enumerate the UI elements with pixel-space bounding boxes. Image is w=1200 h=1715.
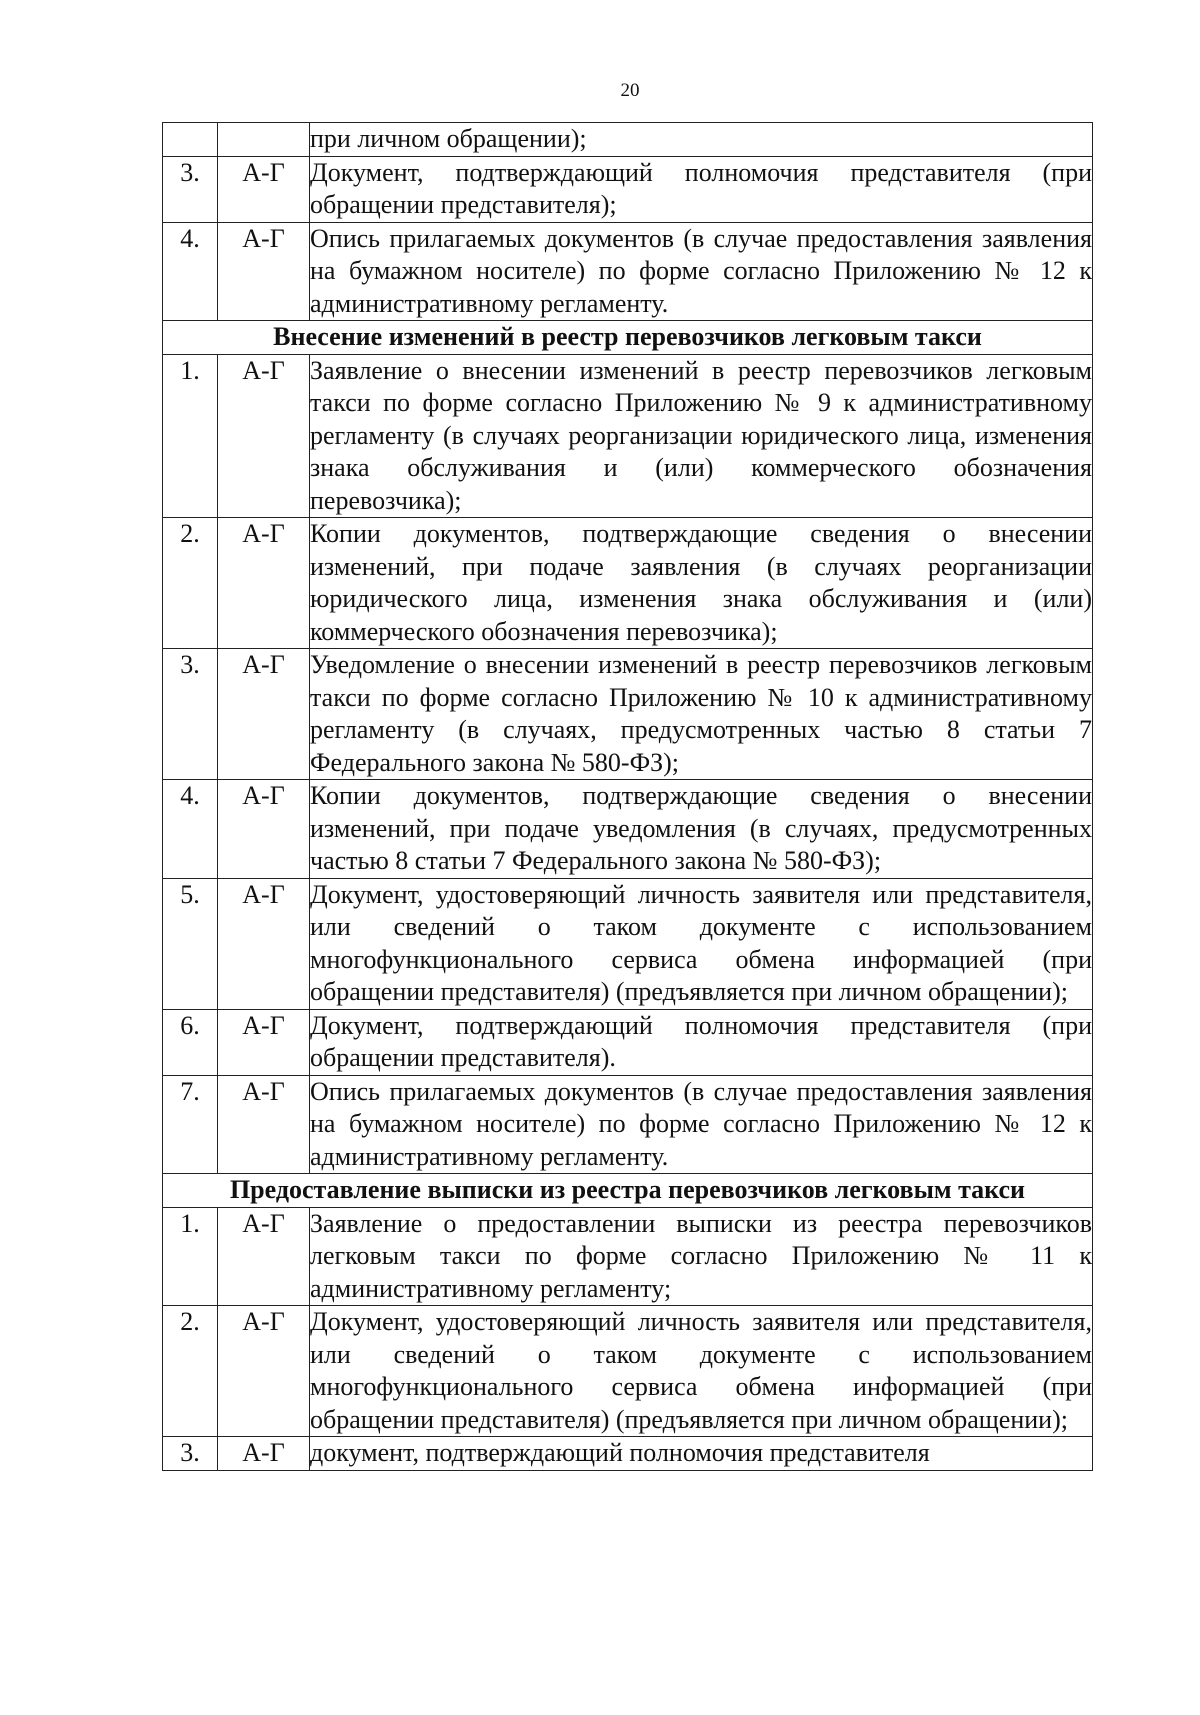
row-code: А-Г [218,649,310,780]
row-text: Заявление о внесении изменений в реестр перевозчиков легковым такси по форме согласно Приложению № 9 к административному регламенту (в случаях реорганизации юридического лица, изменения знака обслуживания и (или) коммерческого обозначения перевозчика); [310,354,1093,518]
table-row [163,1437,1093,1471]
row-code: А-Г [218,780,310,879]
table-row [163,878,1093,1009]
table-row [163,123,1093,157]
row-text: Заявление о предоставлении выписки из реестра перевозчиков легковым такси по форме согласно Приложению № 11 к административному регламенту; [310,1207,1093,1306]
row-number: 2. [163,518,218,649]
row-code: А-Г [218,878,310,1009]
row-text: Копии документов, подтверждающие сведения о внесении изменений, при подаче уведомления (в случаях, предусмотренных частью 8 статьи 7 Федерального закона № 580-ФЗ); [310,780,1093,879]
row-text: документ, подтверждающий полномочия представителя [310,1437,1093,1471]
table-row [163,1207,1093,1306]
documents-table [162,122,1093,1471]
row-code: А-Г [218,1306,310,1437]
row-number: 7. [163,1075,218,1174]
row-number: 3. [163,649,218,780]
section-heading: Предоставление выписки из реестра перевозчиков легковым такси [163,1174,1093,1208]
section-heading: Внесение изменений в реестр перевозчиков легковым такси [163,321,1093,355]
table-row [163,156,1093,222]
table-row [163,649,1093,780]
table-row [163,1075,1093,1174]
table-row [163,518,1093,649]
table-row [163,1009,1093,1075]
table-row [163,780,1093,879]
table-row [163,1306,1093,1437]
row-text: Документ, подтверждающий полномочия представителя (при обращении представителя). [310,1009,1093,1075]
row-text: при личном обращении); [310,123,1093,157]
row-code: А-Г [218,1437,310,1471]
row-text: Документ, удостоверяющий личность заявителя или представителя, или сведений о таком документе с использованием многофункционального сервиса обмена информацией (при обращении представителя) (предъявляется при личном обращении); [310,1306,1093,1437]
row-number: 1. [163,1207,218,1306]
row-number: 5. [163,878,218,1009]
table-row [163,354,1093,518]
documents-table-body [163,123,1093,1471]
row-code: А-Г [218,518,310,649]
row-text: Копии документов, подтверждающие сведения о внесении изменений, при подаче заявления (в случаях реорганизации юридического лица, изменения знака обслуживания и (или) коммерческого обозначения перевозчика); [310,518,1093,649]
row-number: 3. [163,156,218,222]
row-code: А-Г [218,1207,310,1306]
row-code: А-Г [218,156,310,222]
row-number: 4. [163,222,218,321]
row-number [163,123,218,157]
row-code: А-Г [218,1075,310,1174]
row-text: Документ, подтверждающий полномочия представителя (при обращении представителя); [310,156,1093,222]
row-text: Документ, удостоверяющий личность заявителя или представителя, или сведений о таком документе с использованием многофункционального сервиса обмена информацией (при обращении представителя) (предъявляется при личном обращении); [310,878,1093,1009]
row-number: 2. [163,1306,218,1437]
row-code: А-Г [218,354,310,518]
row-code [218,123,310,157]
row-text: Уведомление о внесении изменений в реестр перевозчиков легковым такси по форме согласно Приложению № 10 к административному регламенту (в случаях, предусмотренных частью 8 статьи 7 Федерального закона № 580-ФЗ); [310,649,1093,780]
row-number: 3. [163,1437,218,1471]
row-text: Опись прилагаемых документов (в случае предоставления заявления на бумажном носителе) по форме согласно Приложению № 12 к административному регламенту. [310,222,1093,321]
section-heading-row [163,321,1093,355]
row-number: 4. [163,780,218,879]
row-text: Опись прилагаемых документов (в случае предоставления заявления на бумажном носителе) по форме согласно Приложению № 12 к административному регламенту. [310,1075,1093,1174]
page-number: 20 [620,80,640,101]
row-code: А-Г [218,222,310,321]
row-number: 1. [163,354,218,518]
row-number: 6. [163,1009,218,1075]
table-row [163,222,1093,321]
row-code: А-Г [218,1009,310,1075]
section-heading-row [163,1174,1093,1208]
